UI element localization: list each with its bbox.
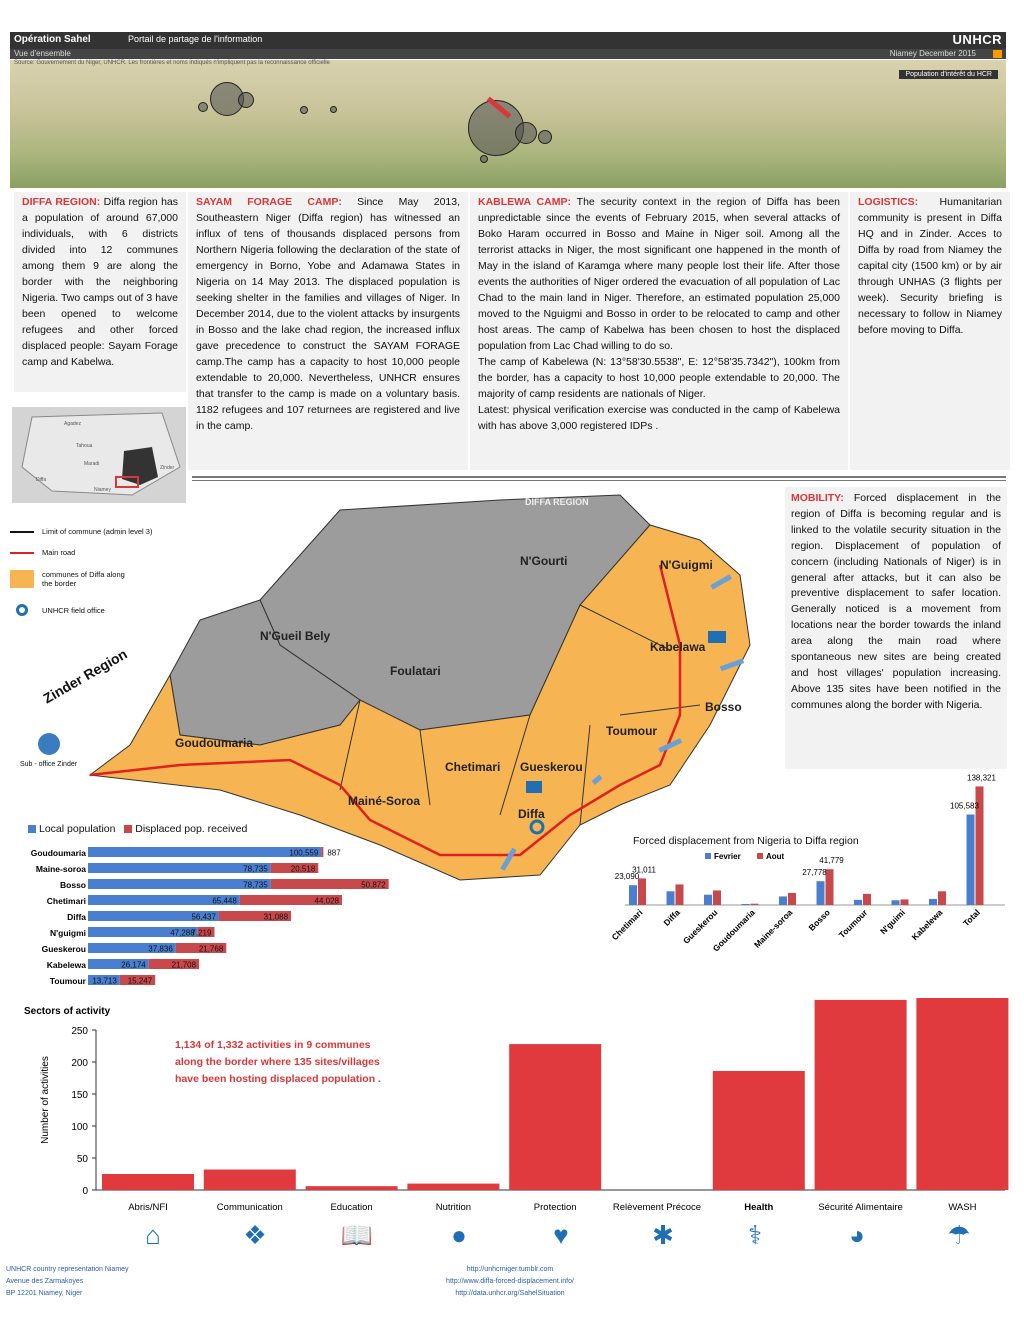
local-pop-bar: [88, 847, 321, 857]
legend-commune-limit: Limit of commune (admin level 3): [42, 527, 153, 536]
activity-annotation: have been hosting displaced population .: [175, 1073, 381, 1085]
mobility-block: [785, 487, 1007, 769]
local-pop-value: 56,437: [191, 912, 216, 922]
map-region-title: DIFFA REGION: [525, 497, 589, 507]
population-bubble: [480, 155, 488, 163]
displaced-pop-bar: [321, 847, 323, 857]
population-bubble: [538, 130, 552, 144]
local-pop-value: 78,735: [243, 864, 268, 874]
map-source-note: Source: Gouvernement du Niger, UNHCR. Les frontières et noms indiqués n'impliquent pas la reconnaissance officielle: [14, 60, 330, 66]
displacement-value-label: 41,779: [819, 856, 844, 866]
feb-bar: [742, 904, 750, 905]
legend-field-office: UNHCR field office: [42, 605, 105, 615]
commune-label: N'Gueil Bely: [260, 629, 331, 643]
activity-y-label: Number of activities: [40, 1056, 51, 1144]
local-pop-value: 100,559: [289, 848, 319, 858]
nutrition-icon: ●: [451, 1219, 467, 1250]
feb-bar: [779, 896, 787, 905]
legend-main-road: Main road: [42, 548, 76, 557]
activity-bar: [509, 1044, 601, 1190]
population-bubble: [198, 102, 208, 112]
activity-category-label: Abris/NFI: [128, 1202, 168, 1213]
rss-icon[interactable]: [993, 50, 1002, 58]
y-tick-label: 50: [76, 1154, 88, 1165]
communication-icon: ❖: [243, 1219, 267, 1250]
kabelewa-heading: KABLEWA CAMP:: [478, 196, 571, 208]
displaced-pop-value: 21,708: [171, 960, 197, 970]
legend-swatch-feb: [705, 853, 711, 859]
pop-category-label: Diffa: [67, 912, 86, 922]
sahel-overview-map: [10, 60, 1006, 188]
inset-label: Tahoua: [76, 443, 93, 449]
activity-category-label: Communication: [216, 1202, 283, 1213]
feb-bar: [667, 891, 675, 905]
displacement-category-label: Goudoumaria: [710, 907, 757, 954]
displaced-pop-value: 7,219: [191, 928, 212, 938]
displacement-value-label: 31,011: [632, 865, 656, 875]
local-pop-value: 37,836: [148, 944, 173, 954]
population-bubble: [300, 106, 308, 114]
displacement-chart: [605, 773, 1015, 970]
footer-link[interactable]: http://unhcrniger.tumblr.com: [466, 1266, 554, 1273]
aug-bar: [863, 894, 871, 905]
feb-bar: [704, 895, 712, 905]
local-pop-value: 13,713: [92, 976, 117, 986]
displacement-category-label: Maine-soroa: [751, 907, 795, 950]
displacement-category-label: Total: [960, 907, 982, 929]
commune-label: Gueskerou: [520, 760, 583, 774]
displaced-pop-value: 21,768: [198, 944, 224, 954]
commune-label: Chetimari: [445, 760, 501, 774]
activity-category-label: Relèvement Précoce: [612, 1202, 702, 1213]
legend-diffa-communes: communes of Diffa along the border: [42, 570, 125, 588]
pop-category-label: N'guigmi: [49, 928, 86, 938]
footer-line: UNHCR country representation Niamey: [6, 1266, 129, 1273]
shelter-icon: ⌂: [145, 1219, 161, 1250]
commune-label: Toumour: [606, 724, 658, 738]
logistics-block: [850, 192, 1010, 470]
activity-category-label: Protection: [533, 1202, 577, 1213]
y-tick-label: 200: [71, 1058, 88, 1069]
footer-line: Avenue des Zarmakoyes: [6, 1278, 84, 1285]
displacement-category-label: Diffa: [661, 907, 682, 928]
aug-bar: [713, 890, 721, 905]
activity-chart-title: Sectors of activity: [24, 1006, 111, 1017]
displacement-category-label: Bosso: [806, 907, 832, 933]
local-pop-value: 78,735: [243, 880, 268, 890]
activity-bar: [815, 1000, 907, 1190]
education-icon: 📖: [340, 1219, 374, 1250]
displaced-pop-value: 15,247: [127, 976, 153, 986]
portal-subtitle: Portail de partage de l'information: [128, 34, 263, 44]
top-header-bar: [10, 32, 1006, 49]
footer-link[interactable]: http://www.diffa-forced-displacement.info/: [446, 1278, 574, 1285]
inset-label: Diffa: [36, 477, 47, 483]
pop-category-label: Toumour: [49, 976, 86, 986]
diffa-heading: DIFFA REGION:: [22, 196, 101, 208]
kabelewa-text: The security context in the region of Diffa has been unpredictable since the events of February 2015, when several attacks of Boko Haram occurred in Bosso and Maine in Niger soil. Among all the terrorist attacks in Niger, the most significant one happened in the month of May in the island of Karamga where many people lost their life. After those events the authorities of Niger ordered the evacuation of all population of Lac Chad to the main land in Niger. Therefore, an estimated population 25,000 moved to the Nguigmi and Bosso in order to be relocated to camp and other host areas. The camp of Kabelwa has been chosen to host the displaced population from Lac Chad willing to do so.: [478, 196, 841, 352]
local-pop-value: 26,174: [121, 960, 146, 970]
displacement-category-label: Chetimari: [609, 907, 645, 943]
population-chart-legend: [28, 823, 247, 835]
pop-category-label: Goudoumaria: [30, 848, 86, 858]
footer-address: [6, 1264, 129, 1300]
commune-label: Diffa: [518, 807, 545, 821]
activity-bar: [713, 1071, 805, 1190]
portal-title: Opération Sahel: [14, 34, 91, 45]
legend-feb: Fevrier: [714, 852, 741, 861]
activity-category-label: Health: [744, 1202, 774, 1213]
aug-bar: [638, 878, 646, 905]
displaced-pop-value: 20,518: [290, 864, 316, 874]
displacement-value-label: 27,778: [802, 868, 827, 878]
pop-category-label: Maine-soroa: [35, 864, 86, 874]
early-recovery-icon: ✱: [652, 1219, 674, 1250]
pop-category-label: Bosso: [60, 880, 86, 890]
kabelewa-camp-block: [470, 192, 848, 470]
local-pop-value: 47,288: [170, 928, 195, 938]
inset-label: Maradi: [84, 461, 100, 467]
feb-bar: [929, 899, 937, 905]
field-office-icon: [708, 631, 726, 643]
y-tick-label: 100: [71, 1122, 88, 1133]
sub-office-label: Sub - office Zinder: [20, 761, 78, 768]
page-title: Vue d'ensemble: [14, 49, 71, 58]
y-tick-label: 250: [71, 1026, 88, 1037]
feb-bar: [967, 815, 975, 905]
kabelewa-location: The camp of Kabelewa (N: 13°58'30.5538", E: 12°58'35.7342"), 100km from the border, has a capacity to host 10,000 people extendable to 20,000. The majority of camp residents are nationals of Niger.: [478, 356, 840, 400]
displacement-chart-title: Forced displacement from Nigeria to Diffa region: [633, 835, 859, 847]
commune-label: N'Gourti: [520, 554, 568, 568]
sayam-text: Since May 2013, Southeastern Niger (Diffa region) has witnessed an influx of tens of thousands displaced persons from Northern Nigeria following the declaration of the state of emergency in Borno, Yobe and Adamawa States in Nigeria on 14 May 2013. The displaced population is seeking shelter in the families and villages of Niger. In December 2014, due to the violent attacks by insurgents in Bosso and the lake chad region, the increased influx gave precedence to construct the SAYAM FORAGE camp.The camp has a capacity to host 10,000 people extendable to 20,000. Nevertheless, UNHCR ensures that transfer to the camp is made on a voluntary basis. 1182 refugees and 107 returnees are registered and live in the camp.: [196, 196, 461, 432]
y-tick-label: 150: [71, 1090, 88, 1101]
legend-aug: Aout: [766, 852, 785, 861]
diffa-text: Diffa region has a population of around 67,000 individuals, with 6 districts divided into 12 communes among them 9 are along the border with the neighboring Nigeria. Two camps out of 3 have been opened to welcome refugees and other forced displaced people: Sayam Forage camp and Kabelwa.: [22, 196, 178, 368]
feb-bar: [629, 885, 637, 905]
displaced-pop-value: 31,088: [263, 912, 289, 922]
diffa-region-block: [14, 192, 186, 392]
activity-bar: [407, 1184, 499, 1190]
activity-annotation: along the border where 135 sites/villages: [175, 1056, 380, 1068]
aug-bar: [938, 891, 946, 905]
commune-label: Bosso: [705, 700, 742, 714]
commune-label: Goudoumaria: [175, 736, 254, 750]
protection-icon: ♥: [553, 1219, 569, 1250]
report-date: Niamey December 2015: [889, 49, 976, 58]
field-office-icon: [526, 781, 542, 793]
displacement-category-label: N'guimi: [878, 907, 907, 937]
activity-bar: [102, 1174, 194, 1190]
logistics-heading: LOGISTICS:: [858, 196, 919, 208]
mobility-text: Forced displacement in the region of Diffa is becoming regular and is linked to the volatile security situation in the region. Displacement of population of concern (including Nationals of Niger) is in general after attacks, but it can also be preventive displacement to safer location. Generally noticed is a movement from locations near the border towards the inland area along the main road where spontaneous new sites are being created and host villages' population increasing. Above 135 sites have been notified in the communes along the border with Nigeria.: [791, 492, 1001, 711]
inset-label: Niamey: [94, 487, 111, 493]
section-divider: [192, 476, 1006, 481]
feb-bar: [817, 881, 825, 905]
activity-category-label: Nutrition: [435, 1202, 472, 1213]
displacement-value-label: 23,090: [614, 872, 640, 882]
sub-header-bar: [10, 49, 1006, 59]
activity-category-label: Education: [330, 1202, 373, 1213]
aug-bar: [751, 904, 759, 905]
local-pop-value: 65,448: [212, 896, 237, 906]
inset-label: Agadez: [64, 421, 81, 427]
unhcr-office-icon: [38, 733, 60, 755]
unhcr-logo: UNHCR: [952, 32, 1002, 47]
activity-category-label: WASH: [948, 1202, 977, 1213]
legend-local-population: Local population: [39, 823, 116, 835]
population-bubble: [330, 106, 337, 113]
map-legend-label: Population d'intérêt du HCR: [899, 70, 998, 79]
inset-label: Zinder: [160, 465, 175, 471]
footer-links: [380, 1264, 640, 1300]
displacement-category-label: Kabelewa: [909, 907, 945, 943]
mobility-heading: MOBILITY:: [791, 492, 844, 504]
footer-link[interactable]: http://data.unhcr.org/SahelSituation: [455, 1290, 565, 1297]
activity-chart: [20, 1000, 1010, 1250]
sub-office-zinder: [20, 733, 77, 768]
pop-category-label: Chetimari: [46, 896, 86, 906]
zinder-region-label: Zinder Region: [40, 645, 130, 707]
y-tick-label: 0: [82, 1186, 88, 1197]
displaced-pop-value: 50,872: [361, 880, 386, 890]
map-legend: [10, 525, 200, 625]
footer-line: BP 12201 Niamey, Niger: [6, 1290, 83, 1297]
displacement-category-label: Gueskerou: [680, 907, 720, 946]
activity-bar: [916, 998, 1008, 1190]
sayam-camp-block: [188, 192, 468, 470]
kabelewa-latest: Latest: physical verification exercise was conducted in the camp of Kabelewa with has above 3,000 registered IDPs .: [478, 404, 840, 432]
displaced-pop-value: 44,028: [314, 896, 339, 906]
activity-bar: [204, 1170, 296, 1190]
food-security-icon: ◕: [849, 1219, 865, 1250]
aug-bar: [788, 893, 796, 905]
legend-swatch-aug: [757, 853, 763, 859]
feb-bar: [892, 900, 900, 905]
health-icon: ⚕: [747, 1219, 763, 1250]
commune-label: Foulatari: [390, 664, 441, 678]
activity-annotation: 1,134 of 1,332 activities in 9 communes: [175, 1039, 371, 1051]
pop-category-label: Gueskerou: [41, 944, 86, 954]
displacement-value-label: 105,583: [950, 801, 979, 811]
displacement-category-label: Toumour: [836, 907, 870, 941]
activity-bar: [306, 1186, 398, 1190]
aug-bar: [901, 899, 909, 905]
sayam-heading: SAYAM FORAGE CAMP:: [196, 196, 342, 208]
commune-label: Kabelawa: [650, 640, 706, 654]
legend-displaced: Displaced pop. received: [135, 823, 248, 835]
aug-bar: [676, 884, 684, 905]
displaced-pop-value: 887: [327, 848, 341, 858]
wash-icon: ☂: [947, 1219, 971, 1250]
commune-label: Mainé-Soroa: [348, 794, 421, 808]
activity-category-label: Sécurité Alimentaire: [818, 1202, 903, 1213]
population-chart: [10, 843, 386, 993]
commune-label: N'Guigmi: [660, 558, 713, 572]
displacement-value-label: 138,321: [967, 773, 996, 783]
pop-category-label: Kabelewa: [46, 960, 86, 970]
population-bubble: [238, 92, 254, 108]
logistics-text: Humanitarian community is present in Diffa HQ and in Zinder. Acces to Diffa by road from Niamey the capital city (1500 km) or by air through UNHAS (3 flights per week). Security briefing is necessary to follow in Niamey before moving to Diffa.: [858, 196, 1002, 336]
feb-bar: [854, 900, 862, 905]
population-bubble: [515, 122, 537, 144]
